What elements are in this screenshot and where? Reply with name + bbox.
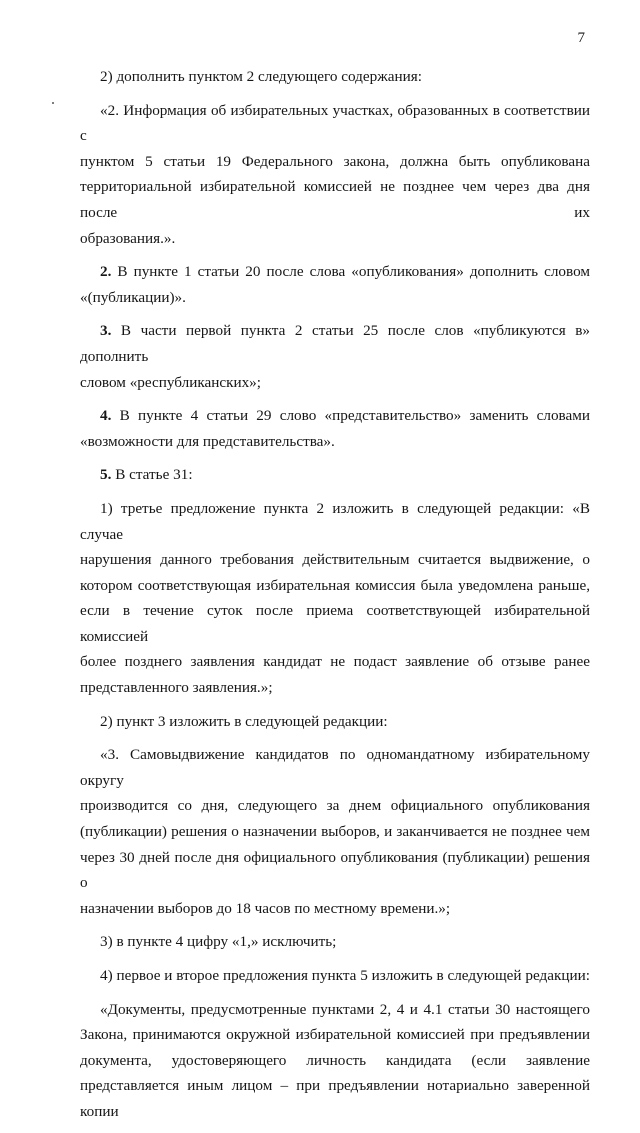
- line-text: 2) пункт 3 изложить в следующей редакции:: [100, 712, 388, 730]
- line-text: 3) в пункте 4 цифру «1,» исключить;: [100, 933, 337, 951]
- text-line: [80, 98, 590, 149]
- text-line: [80, 1048, 590, 1074]
- page-number: 7: [577, 30, 585, 46]
- line-text: В статье 31:: [111, 466, 193, 484]
- line-text: котором соответствующая избирательная комиссия была уведомлена раньше,: [80, 576, 590, 594]
- text-line: [80, 318, 590, 369]
- line-text: словом «республиканских»;: [80, 373, 261, 391]
- line-text: «возможности для представительства».: [80, 432, 335, 450]
- paragraph: [80, 98, 590, 252]
- text-line: [80, 496, 590, 547]
- text-line: [80, 742, 590, 793]
- line-text: если в течение суток после приема соответствующей избирательной комиссией: [80, 602, 590, 645]
- line-text: В пункте 4 статьи 29 слово «представительство» заменить словами: [111, 407, 590, 425]
- line-text: нарушения данного требования действительным считается выдвижение, о: [80, 551, 590, 569]
- text-line: [80, 896, 590, 922]
- item-number: 5.: [100, 466, 112, 484]
- paragraph: [80, 929, 590, 955]
- text-line: [80, 793, 590, 819]
- text-line: [80, 259, 590, 285]
- text-line: [80, 226, 590, 252]
- line-text: «Документы, предусмотренные пунктами 2, 4 и 4.1 статьи 30 настоящего: [100, 1000, 590, 1018]
- item-number: 4.: [100, 407, 112, 425]
- text-line: [80, 709, 590, 735]
- text-line: [80, 429, 590, 455]
- item-number: 2.: [100, 263, 112, 281]
- line-text: В пункте 1 статьи 20 после слова «опубликования» дополнить словом: [111, 263, 590, 281]
- line-text: более позднего заявления кандидат не подаст заявление об отзыве ранее: [80, 653, 590, 671]
- scan-speck: [52, 102, 54, 104]
- paragraph: [80, 963, 590, 989]
- line-text: территориальной избирательной комиссией не позднее чем через два дня после их: [80, 178, 590, 221]
- text-line: [80, 462, 590, 488]
- line-text: представленного заявления.»;: [80, 679, 273, 697]
- text-line: [80, 149, 590, 175]
- line-text: 1) третье предложение пункта 2 изложить в следующей редакции: «В случае: [80, 499, 590, 543]
- paragraph: [80, 259, 590, 310]
- paragraph: [80, 64, 590, 90]
- text-line: [80, 649, 590, 675]
- line-text: образования.».: [80, 229, 176, 247]
- line-text: «3. Самовыдвижение кандидатов по одномандатному избирательному округу: [80, 746, 590, 789]
- text-line: [80, 370, 590, 396]
- line-text: В части первой пункта 2 статьи 25 после слов «публикуются в» дополнить: [80, 322, 590, 365]
- text-line: [80, 174, 590, 225]
- text-line: [80, 1073, 590, 1124]
- paragraph: [80, 709, 590, 735]
- line-text: 2) дополнить пунктом 2 следующего содержания:: [100, 68, 422, 85]
- line-text: Закона, принимаются окружной избирательной комиссией при предъявлении: [80, 1026, 590, 1044]
- text-line: [80, 929, 590, 955]
- line-text: (публикации) решения о назначении выборов, и заканчивается не позднее чем: [80, 823, 590, 841]
- paragraph: [80, 997, 590, 1125]
- text-line: [80, 64, 590, 90]
- text-line: [80, 845, 590, 896]
- item-number: 3.: [100, 322, 112, 340]
- paragraph: [80, 462, 590, 488]
- text-line: [80, 997, 590, 1023]
- text-line: [80, 1022, 590, 1048]
- line-text: документа, удостоверяющего личность кандидата (если заявление: [80, 1051, 590, 1069]
- text-line: [80, 547, 590, 573]
- line-text: пунктом 5 статьи 19 Федерального закона, должна быть опубликована: [80, 152, 590, 170]
- text-line: [80, 598, 590, 649]
- paragraph: [80, 496, 590, 701]
- document-body: [80, 64, 590, 1133]
- text-line: [80, 675, 590, 701]
- line-text: производится со дня, следующего за днем официального опубликования: [80, 797, 590, 815]
- text-line: [80, 819, 590, 845]
- line-text: через 30 дней после дня официального опубликования (публикации) решения о: [80, 848, 590, 892]
- line-text: назначении выборов до 18 часов по местному времени.»;: [80, 899, 451, 917]
- line-text: 4) первое и второе предложения пункта 5 изложить в следующей редакции:: [100, 967, 590, 984]
- paragraph: [80, 318, 590, 395]
- text-line: [80, 573, 590, 599]
- paragraph: [80, 403, 590, 454]
- text-line: [80, 285, 590, 311]
- line-text: «2. Информация об избирательных участках, образованных в соответствии с: [80, 101, 590, 145]
- line-text: «(публикации)».: [80, 288, 186, 306]
- line-text: представляется иным лицом – при предъявлении нотариально заверенной копии: [80, 1077, 590, 1120]
- paragraph: [80, 742, 590, 921]
- text-line: [80, 403, 590, 429]
- text-line: [80, 963, 590, 989]
